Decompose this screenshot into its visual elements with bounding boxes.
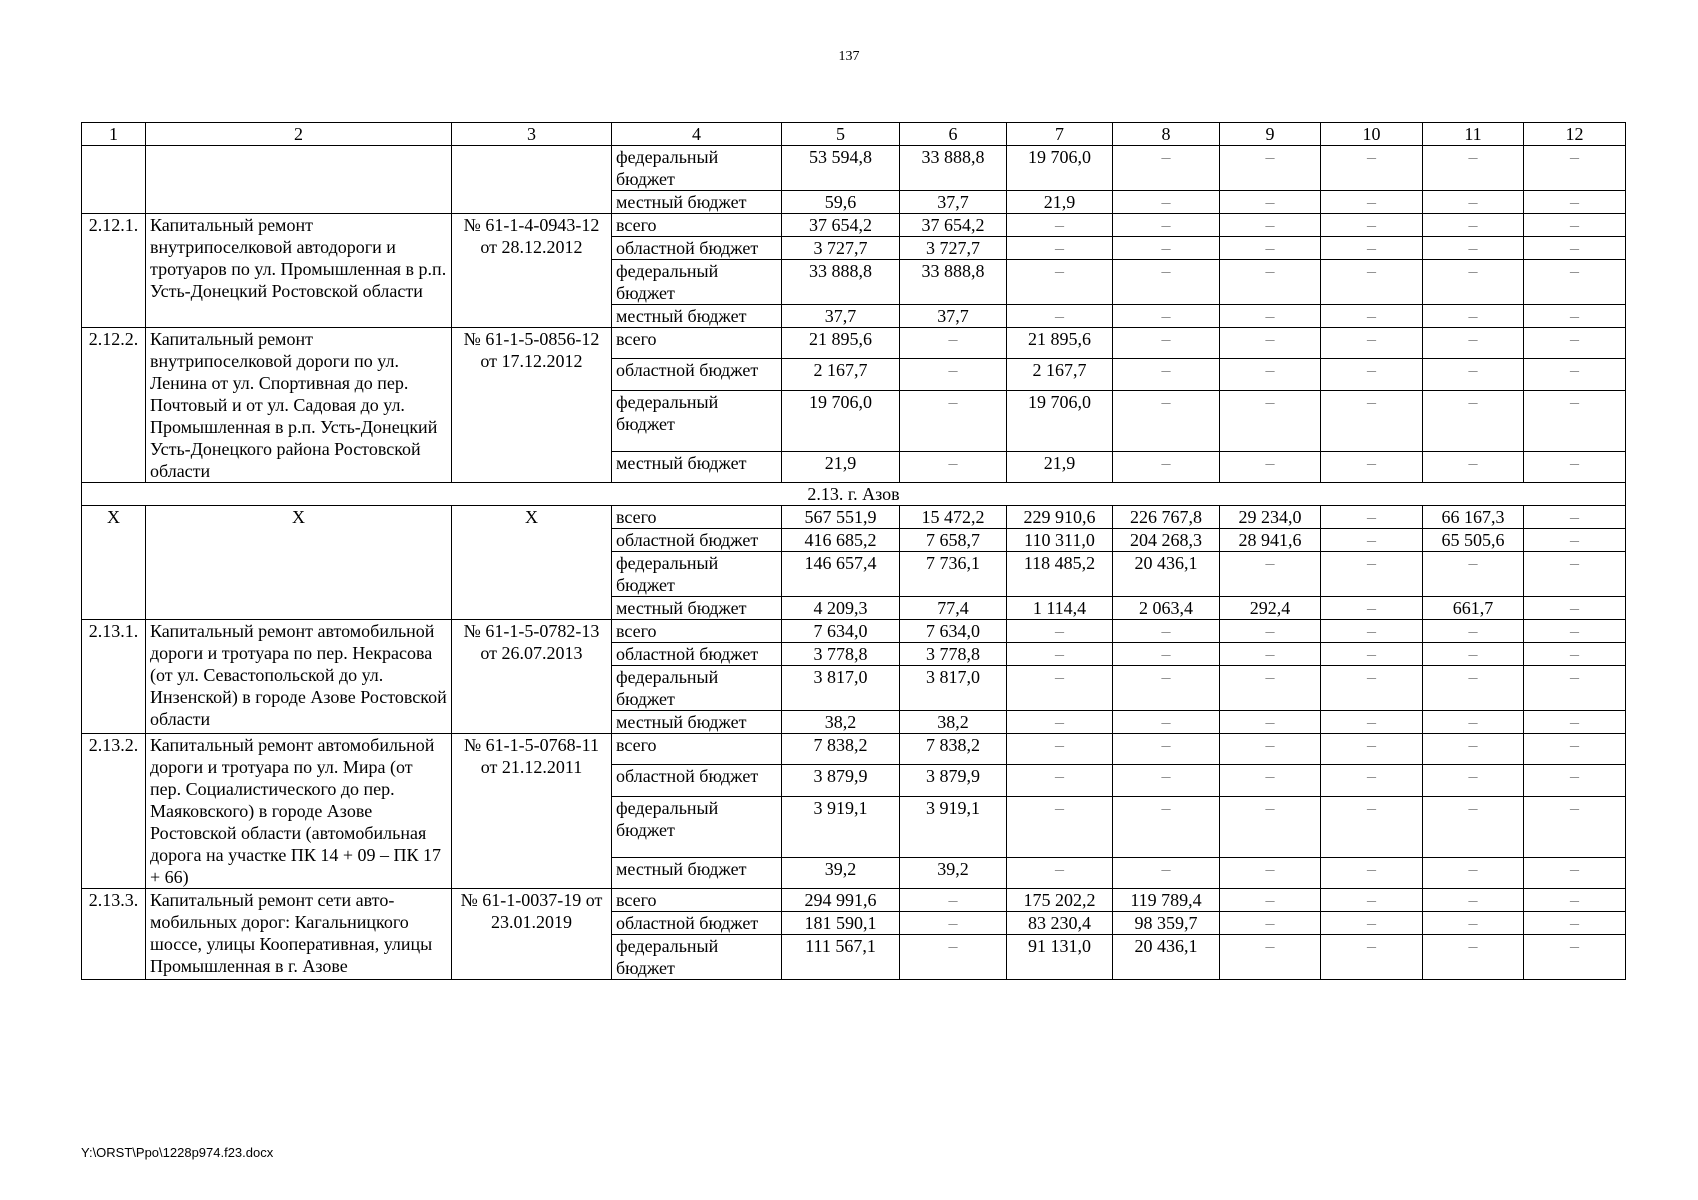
cell-amount-col-12: – [1524, 912, 1626, 935]
cell-object-name: Капитальный ремонт сети авто-мобильных дорог: Кагальницкого шоссе, улицы Кооперативная, улицы Промышленная в г. Азове [146, 889, 452, 980]
cell-document [452, 146, 612, 214]
cell-amount-col-8: – [1113, 620, 1220, 643]
cell-amount-col-8: – [1113, 390, 1220, 451]
cell-amount-col-10: – [1321, 796, 1423, 857]
cell-number: Х [82, 506, 146, 620]
cell-amount-col-11: 66 167,3 [1423, 506, 1524, 529]
cell-amount-col-10: – [1321, 912, 1423, 935]
cell-amount-col-6: 33 888,8 [900, 146, 1007, 191]
cell-amount-col-9: – [1220, 552, 1321, 597]
table-row [82, 328, 1626, 359]
cell-funding-source: областной бюджет [612, 765, 782, 796]
cell-amount-col-12: – [1524, 237, 1626, 260]
cell-number [82, 146, 146, 214]
cell-amount-col-9: – [1220, 666, 1321, 711]
cell-amount-col-11: – [1423, 359, 1524, 390]
cell-funding-source: местный бюджет [612, 857, 782, 888]
cell-amount-col-7: – [1007, 666, 1113, 711]
cell-amount-col-12: – [1524, 796, 1626, 857]
cell-amount-col-8: 20 436,1 [1113, 935, 1220, 980]
column-header-4: 4 [612, 123, 782, 146]
cell-amount-col-11: 65 505,6 [1423, 529, 1524, 552]
cell-amount-col-7: 175 202,2 [1007, 889, 1113, 912]
cell-amount-col-9: 28 941,6 [1220, 529, 1321, 552]
cell-amount-col-12: – [1524, 643, 1626, 666]
cell-amount-col-5: 21 895,6 [782, 328, 900, 359]
cell-amount-col-11: – [1423, 734, 1524, 765]
table-row [82, 734, 1626, 765]
cell-amount-col-10: – [1321, 643, 1423, 666]
cell-amount-col-8: – [1113, 857, 1220, 888]
column-header-row [82, 123, 1626, 146]
cell-amount-col-12: – [1524, 935, 1626, 980]
cell-amount-col-10: – [1321, 260, 1423, 305]
cell-document: Х [452, 506, 612, 620]
cell-amount-col-6: 3 919,1 [900, 796, 1007, 857]
cell-number: 2.13.1. [82, 620, 146, 734]
cell-funding-source: федеральный бюджет [612, 146, 782, 191]
cell-funding-source: федеральный бюджет [612, 796, 782, 857]
cell-amount-col-11: – [1423, 451, 1524, 482]
cell-amount-col-8: – [1113, 796, 1220, 857]
cell-amount-col-6: 33 888,8 [900, 260, 1007, 305]
cell-amount-col-11: – [1423, 643, 1524, 666]
cell-amount-col-9: – [1220, 765, 1321, 796]
cell-amount-col-8: 2 063,4 [1113, 597, 1220, 620]
cell-amount-col-6: – [900, 328, 1007, 359]
page-number: 137 [838, 49, 860, 64]
cell-amount-col-10: – [1321, 214, 1423, 237]
cell-amount-col-7: 2 167,7 [1007, 359, 1113, 390]
cell-amount-col-9: – [1220, 912, 1321, 935]
cell-funding-source: всего [612, 214, 782, 237]
cell-amount-col-6: – [900, 889, 1007, 912]
table-row [82, 146, 1626, 191]
cell-amount-col-8: 98 359,7 [1113, 912, 1220, 935]
cell-amount-col-11: – [1423, 328, 1524, 359]
cell-amount-col-7: 110 311,0 [1007, 529, 1113, 552]
cell-amount-col-8: – [1113, 711, 1220, 734]
cell-amount-col-9: – [1220, 734, 1321, 765]
cell-amount-col-7: – [1007, 796, 1113, 857]
cell-amount-col-11: – [1423, 666, 1524, 711]
cell-amount-col-9: – [1220, 889, 1321, 912]
cell-amount-col-12: – [1524, 889, 1626, 912]
cell-funding-source: федеральный бюджет [612, 935, 782, 980]
column-header-8: 8 [1113, 123, 1220, 146]
section-row [82, 483, 1626, 506]
cell-funding-source: местный бюджет [612, 451, 782, 482]
cell-amount-col-8: – [1113, 643, 1220, 666]
cell-amount-col-9: – [1220, 857, 1321, 888]
cell-amount-col-11: – [1423, 935, 1524, 980]
cell-amount-col-7: – [1007, 305, 1113, 328]
cell-amount-col-9: – [1220, 390, 1321, 451]
cell-amount-col-9: – [1220, 214, 1321, 237]
cell-object-name: Капитальный ремонт внутрипоселковой автодороги и тротуаров по ул. Промышленная в р.п. Усть-Донецкий Ростовской области [146, 214, 452, 328]
cell-document: № 61-1-5-0768-11 от 21.12.2011 [452, 734, 612, 889]
cell-amount-col-6: 3 727,7 [900, 237, 1007, 260]
cell-amount-col-10: – [1321, 328, 1423, 359]
cell-number: 2.12.1. [82, 214, 146, 328]
cell-amount-col-11: – [1423, 214, 1524, 237]
cell-amount-col-8: 204 268,3 [1113, 529, 1220, 552]
column-header-3: 3 [452, 123, 612, 146]
cell-amount-col-7: – [1007, 734, 1113, 765]
table-row [82, 506, 1626, 529]
cell-amount-col-8: – [1113, 734, 1220, 765]
cell-funding-source: всего [612, 734, 782, 765]
cell-amount-col-7: 19 706,0 [1007, 146, 1113, 191]
cell-document: № 61-1-0037-19 от 23.01.2019 [452, 889, 612, 980]
cell-amount-col-10: – [1321, 390, 1423, 451]
cell-amount-col-11: – [1423, 857, 1524, 888]
cell-amount-col-5: 39,2 [782, 857, 900, 888]
cell-amount-col-7: 229 910,6 [1007, 506, 1113, 529]
cell-amount-col-5: 33 888,8 [782, 260, 900, 305]
budget-table [81, 122, 1626, 980]
column-header-12: 12 [1524, 123, 1626, 146]
column-header-11: 11 [1423, 123, 1524, 146]
cell-amount-col-7: 118 485,2 [1007, 552, 1113, 597]
cell-amount-col-8: – [1113, 214, 1220, 237]
cell-amount-col-7: 1 114,4 [1007, 597, 1113, 620]
cell-amount-col-9: 292,4 [1220, 597, 1321, 620]
column-header-1: 1 [82, 123, 146, 146]
cell-amount-col-7: – [1007, 711, 1113, 734]
cell-amount-col-7: – [1007, 237, 1113, 260]
cell-amount-col-8: – [1113, 305, 1220, 328]
cell-amount-col-11: – [1423, 237, 1524, 260]
cell-amount-col-6: – [900, 451, 1007, 482]
cell-amount-col-8: 226 767,8 [1113, 506, 1220, 529]
cell-amount-col-5: 21,9 [782, 451, 900, 482]
cell-amount-col-8: – [1113, 191, 1220, 214]
cell-amount-col-12: – [1524, 552, 1626, 597]
cell-funding-source: местный бюджет [612, 191, 782, 214]
cell-amount-col-5: 19 706,0 [782, 390, 900, 451]
cell-amount-col-10: – [1321, 711, 1423, 734]
cell-amount-col-11: – [1423, 305, 1524, 328]
cell-amount-col-7: – [1007, 857, 1113, 888]
cell-amount-col-12: – [1524, 711, 1626, 734]
cell-amount-col-10: – [1321, 451, 1423, 482]
cell-amount-col-7: 91 131,0 [1007, 935, 1113, 980]
cell-amount-col-11: – [1423, 146, 1524, 191]
cell-amount-col-7: 19 706,0 [1007, 390, 1113, 451]
cell-amount-col-12: – [1524, 359, 1626, 390]
cell-amount-col-6: – [900, 359, 1007, 390]
cell-amount-col-8: – [1113, 328, 1220, 359]
cell-amount-col-7: – [1007, 620, 1113, 643]
cell-amount-col-6: 77,4 [900, 597, 1007, 620]
cell-amount-col-12: – [1524, 597, 1626, 620]
cell-amount-col-5: 38,2 [782, 711, 900, 734]
cell-amount-col-6: 3 778,8 [900, 643, 1007, 666]
cell-amount-col-5: 3 727,7 [782, 237, 900, 260]
cell-amount-col-12: – [1524, 765, 1626, 796]
cell-amount-col-5: 3 919,1 [782, 796, 900, 857]
table-row [82, 889, 1626, 912]
cell-amount-col-10: – [1321, 857, 1423, 888]
cell-amount-col-8: – [1113, 666, 1220, 711]
cell-object-name: Х [146, 506, 452, 620]
cell-amount-col-11: – [1423, 260, 1524, 305]
cell-document: № 61-1-5-0782-13 от 26.07.2013 [452, 620, 612, 734]
cell-amount-col-6: – [900, 935, 1007, 980]
cell-amount-col-6: 3 879,9 [900, 765, 1007, 796]
cell-amount-col-10: – [1321, 529, 1423, 552]
cell-amount-col-6: 3 817,0 [900, 666, 1007, 711]
cell-amount-col-12: – [1524, 451, 1626, 482]
cell-amount-col-12: – [1524, 666, 1626, 711]
cell-amount-col-9: – [1220, 796, 1321, 857]
cell-amount-col-7: 83 230,4 [1007, 912, 1113, 935]
cell-amount-col-12: – [1524, 305, 1626, 328]
cell-amount-col-9: – [1220, 359, 1321, 390]
file-path-footer: Y:\ORST\Ppo\1228p974.f23.docx [81, 1145, 274, 1160]
cell-amount-col-8: – [1113, 260, 1220, 305]
cell-amount-col-6: – [900, 390, 1007, 451]
cell-amount-col-5: 7 838,2 [782, 734, 900, 765]
cell-amount-col-5: 3 879,9 [782, 765, 900, 796]
cell-funding-source: федеральный бюджет [612, 552, 782, 597]
cell-amount-col-8: 20 436,1 [1113, 552, 1220, 597]
cell-amount-col-11: – [1423, 765, 1524, 796]
cell-amount-col-10: – [1321, 237, 1423, 260]
cell-funding-source: областной бюджет [612, 643, 782, 666]
cell-amount-col-5: 7 634,0 [782, 620, 900, 643]
cell-amount-col-5: 59,6 [782, 191, 900, 214]
column-header-9: 9 [1220, 123, 1321, 146]
column-header-10: 10 [1321, 123, 1423, 146]
cell-amount-col-5: 37 654,2 [782, 214, 900, 237]
cell-amount-col-9: – [1220, 643, 1321, 666]
cell-number: 2.13.3. [82, 889, 146, 980]
cell-amount-col-8: 119 789,4 [1113, 889, 1220, 912]
cell-funding-source: местный бюджет [612, 711, 782, 734]
column-header-6: 6 [900, 123, 1007, 146]
cell-amount-col-9: – [1220, 328, 1321, 359]
cell-amount-col-7: 21 895,6 [1007, 328, 1113, 359]
cell-funding-source: федеральный бюджет [612, 666, 782, 711]
cell-funding-source: областной бюджет [612, 237, 782, 260]
cell-amount-col-9: – [1220, 191, 1321, 214]
cell-document: № 61-1-5-0856-12 от 17.12.2012 [452, 328, 612, 483]
cell-amount-col-12: – [1524, 146, 1626, 191]
cell-amount-col-8: – [1113, 451, 1220, 482]
cell-amount-col-12: – [1524, 506, 1626, 529]
cell-amount-col-5: 146 657,4 [782, 552, 900, 597]
cell-amount-col-9: – [1220, 305, 1321, 328]
cell-amount-col-6: 37,7 [900, 191, 1007, 214]
cell-funding-source: всего [612, 328, 782, 359]
cell-amount-col-12: – [1524, 214, 1626, 237]
cell-amount-col-6: 7 838,2 [900, 734, 1007, 765]
cell-amount-col-9: – [1220, 237, 1321, 260]
cell-object-name: Капитальный ремонт автомобильной дороги и тротуара по ул. Мира (от пер. Социалистического до пер. Маяковского) в городе Азове Ростовской области (автомобильная дорога на участке ПК 14 + 09 – ПК 17 + 66) [146, 734, 452, 889]
cell-amount-col-8: – [1113, 765, 1220, 796]
cell-amount-col-10: – [1321, 191, 1423, 214]
cell-amount-col-9: – [1220, 451, 1321, 482]
cell-funding-source: всего [612, 889, 782, 912]
cell-amount-col-9: – [1220, 711, 1321, 734]
table-body [82, 146, 1626, 980]
cell-amount-col-7: 21,9 [1007, 191, 1113, 214]
column-header-5: 5 [782, 123, 900, 146]
cell-amount-col-12: – [1524, 191, 1626, 214]
cell-object-name: Капитальный ремонт автомобильной дороги и тротуара по пер. Некрасова (от ул. Севастопольской до ул. Инзенской) в городе Азове Ростовской области [146, 620, 452, 734]
cell-amount-col-11: – [1423, 620, 1524, 643]
cell-amount-col-7: – [1007, 765, 1113, 796]
cell-amount-col-5: 37,7 [782, 305, 900, 328]
cell-amount-col-5: 53 594,8 [782, 146, 900, 191]
cell-amount-col-6: 15 472,2 [900, 506, 1007, 529]
cell-funding-source: федеральный бюджет [612, 390, 782, 451]
cell-funding-source: всего [612, 620, 782, 643]
cell-amount-col-10: – [1321, 359, 1423, 390]
cell-amount-col-9: – [1220, 146, 1321, 191]
cell-amount-col-10: – [1321, 889, 1423, 912]
cell-amount-col-8: – [1113, 359, 1220, 390]
cell-amount-col-10: – [1321, 734, 1423, 765]
cell-amount-col-6: – [900, 912, 1007, 935]
cell-amount-col-12: – [1524, 620, 1626, 643]
column-header-2: 2 [146, 123, 452, 146]
cell-amount-col-11: – [1423, 912, 1524, 935]
cell-amount-col-9: – [1220, 935, 1321, 980]
cell-amount-col-6: 39,2 [900, 857, 1007, 888]
cell-amount-col-6: 7 634,0 [900, 620, 1007, 643]
cell-amount-col-9: – [1220, 620, 1321, 643]
cell-object-name [146, 146, 452, 214]
cell-amount-col-9: 29 234,0 [1220, 506, 1321, 529]
cell-number: 2.13.2. [82, 734, 146, 889]
cell-funding-source: всего [612, 506, 782, 529]
cell-amount-col-12: – [1524, 734, 1626, 765]
cell-funding-source: федеральный бюджет [612, 260, 782, 305]
cell-document: № 61-1-4-0943-12 от 28.12.2012 [452, 214, 612, 328]
cell-amount-col-12: – [1524, 328, 1626, 359]
table-row [82, 620, 1626, 643]
cell-amount-col-11: 661,7 [1423, 597, 1524, 620]
cell-amount-col-5: 3 778,8 [782, 643, 900, 666]
column-header-7: 7 [1007, 123, 1113, 146]
cell-object-name: Капитальный ремонт внутрипоселковой дороги по ул. Ленина от ул. Спортивная до пер. Почтовый и от ул. Садовая до ул. Промышленная в р.п. Усть-Донецкий Усть-Донецкого района Ростовской области [146, 328, 452, 483]
cell-amount-col-7: – [1007, 214, 1113, 237]
cell-funding-source: местный бюджет [612, 305, 782, 328]
cell-amount-col-6: 7 736,1 [900, 552, 1007, 597]
cell-amount-col-11: – [1423, 552, 1524, 597]
cell-amount-col-10: – [1321, 620, 1423, 643]
cell-amount-col-5: 3 817,0 [782, 666, 900, 711]
cell-amount-col-10: – [1321, 935, 1423, 980]
cell-amount-col-5: 567 551,9 [782, 506, 900, 529]
cell-amount-col-6: 38,2 [900, 711, 1007, 734]
cell-amount-col-12: – [1524, 529, 1626, 552]
cell-amount-col-10: – [1321, 506, 1423, 529]
cell-amount-col-10: – [1321, 305, 1423, 328]
cell-amount-col-11: – [1423, 796, 1524, 857]
cell-amount-col-12: – [1524, 260, 1626, 305]
cell-funding-source: областной бюджет [612, 912, 782, 935]
cell-amount-col-12: – [1524, 857, 1626, 888]
cell-amount-col-5: 111 567,1 [782, 935, 900, 980]
cell-amount-col-5: 181 590,1 [782, 912, 900, 935]
cell-amount-col-6: 7 658,7 [900, 529, 1007, 552]
cell-amount-col-6: 37 654,2 [900, 214, 1007, 237]
table-row [82, 214, 1626, 237]
cell-amount-col-7: – [1007, 260, 1113, 305]
cell-amount-col-10: – [1321, 765, 1423, 796]
cell-amount-col-9: – [1220, 260, 1321, 305]
section-title: 2.13. г. Азов [82, 483, 1626, 506]
cell-amount-col-8: – [1113, 237, 1220, 260]
cell-amount-col-11: – [1423, 889, 1524, 912]
cell-amount-col-11: – [1423, 191, 1524, 214]
cell-amount-col-5: 4 209,3 [782, 597, 900, 620]
cell-amount-col-10: – [1321, 146, 1423, 191]
cell-amount-col-5: 294 991,6 [782, 889, 900, 912]
cell-amount-col-7: – [1007, 643, 1113, 666]
cell-number: 2.12.2. [82, 328, 146, 483]
cell-amount-col-11: – [1423, 711, 1524, 734]
cell-amount-col-10: – [1321, 552, 1423, 597]
cell-amount-col-8: – [1113, 146, 1220, 191]
cell-amount-col-5: 2 167,7 [782, 359, 900, 390]
cell-amount-col-11: – [1423, 390, 1524, 451]
cell-amount-col-6: 37,7 [900, 305, 1007, 328]
cell-amount-col-7: 21,9 [1007, 451, 1113, 482]
cell-amount-col-10: – [1321, 597, 1423, 620]
cell-amount-col-5: 416 685,2 [782, 529, 900, 552]
cell-amount-col-12: – [1524, 390, 1626, 451]
cell-amount-col-10: – [1321, 666, 1423, 711]
cell-funding-source: областной бюджет [612, 529, 782, 552]
cell-funding-source: местный бюджет [612, 597, 782, 620]
cell-funding-source: областной бюджет [612, 359, 782, 390]
